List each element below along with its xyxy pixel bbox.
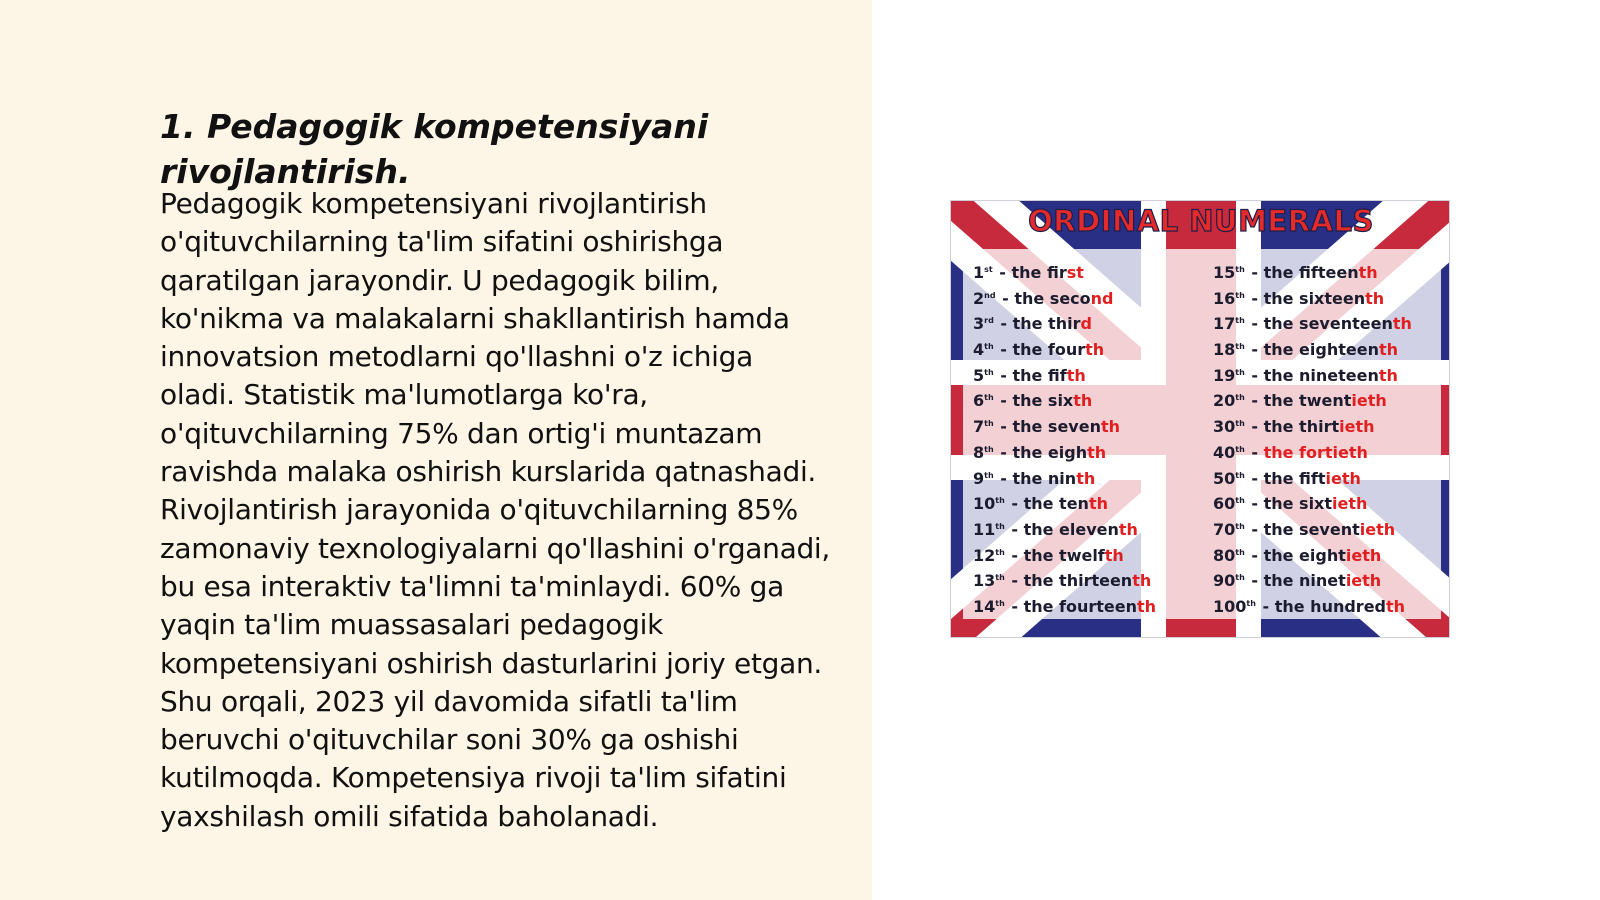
- ordinal-number: 80: [1213, 545, 1236, 565]
- ordinal-number: 12: [973, 545, 996, 565]
- ordinal-row: [1213, 411, 1412, 437]
- ordinal-row: [973, 437, 1156, 463]
- ordinal-suffix: ieth: [1351, 391, 1387, 411]
- ordinal-suffix: th: [1137, 596, 1157, 616]
- ordinal-number: 3: [973, 314, 985, 334]
- ordinal-superscript: st: [984, 265, 993, 274]
- ordinal-word: - the eleven: [1005, 519, 1119, 539]
- ordinal-superscript: th: [984, 419, 994, 429]
- ordinal-word: - the seven: [994, 417, 1101, 437]
- ordinal-superscript: th: [1235, 316, 1245, 326]
- ordinal-row: [973, 308, 1156, 334]
- slide-heading: 1. Pedagogik kompetensiyani rivojlantirish.: [160, 107, 709, 191]
- ordinal-number: 14: [973, 596, 996, 616]
- ordinal-number: 9: [973, 468, 985, 488]
- ordinal-number: 50: [1213, 468, 1236, 488]
- ordinal-suffix: ieth: [1345, 571, 1382, 591]
- ordinal-word: - the eight: [1245, 545, 1346, 565]
- ordinal-word: - the thir: [994, 314, 1081, 334]
- ordinal-row: [1213, 514, 1412, 540]
- ordinal-suffix: th: [1378, 340, 1399, 360]
- ordinal-row: [973, 411, 1156, 437]
- ordinal-superscript: th: [1235, 573, 1245, 583]
- ordinal-superscript: nd: [984, 290, 996, 300]
- ordinal-number: 100: [1213, 596, 1247, 616]
- ordinal-suffix: th: [1132, 571, 1152, 591]
- ordinal-row: [1213, 385, 1412, 411]
- ordinal-row: [1213, 463, 1412, 489]
- ordinal-row: [973, 514, 1156, 540]
- ordinal-number: 11: [973, 519, 996, 539]
- ordinal-row: [973, 540, 1156, 566]
- ordinal-word: - the fir: [993, 263, 1067, 282]
- ordinal-number: 30: [1213, 417, 1236, 437]
- ordinal-superscript: th: [1235, 367, 1245, 377]
- ordinal-number: 90: [1213, 571, 1236, 591]
- ordinal-number: 10: [973, 494, 996, 514]
- ordinal-word: - the thirt: [1245, 417, 1340, 437]
- ordinal-row: [1213, 565, 1412, 591]
- ordinal-row: [973, 463, 1156, 489]
- ordinal-number: 15: [1213, 263, 1236, 282]
- ordinal-number: 8: [973, 442, 985, 462]
- ordinal-suffix: ieth: [1325, 468, 1361, 488]
- ordinal-superscript: th: [984, 393, 994, 403]
- ordinal-row: [973, 334, 1156, 360]
- ordinal-number: 40: [1213, 442, 1236, 462]
- ordinal-row: [973, 488, 1156, 514]
- ordinal-word: - the fift: [1245, 468, 1326, 488]
- ordinal-row: [1213, 488, 1412, 514]
- ordinal-superscript: th: [984, 470, 994, 480]
- ordinal-number: 18: [1213, 340, 1236, 360]
- ordinal-word: - the sixt: [1245, 494, 1333, 514]
- ordinal-number: 7: [973, 417, 985, 437]
- ordinal-word: - the sixteen: [1245, 288, 1366, 308]
- ordinal-word: - the ten: [1005, 494, 1089, 514]
- ordinal-superscript: th: [984, 444, 994, 454]
- ordinal-suffix: st: [1066, 263, 1084, 282]
- ordinal-row: [973, 385, 1156, 411]
- ordinal-suffix: th: [1100, 417, 1121, 437]
- ordinal-row: [1213, 283, 1412, 309]
- ordinal-suffix: the fortieth: [1263, 442, 1368, 462]
- ordinal-superscript: th: [1235, 444, 1245, 454]
- ordinal-word: - the sevent: [1245, 519, 1360, 539]
- ordinal-numerals-poster: [950, 200, 1450, 638]
- ordinal-suffix: th: [1365, 288, 1385, 308]
- ordinal-word: - the eighteen: [1245, 340, 1379, 360]
- ordinal-suffix: th: [1392, 314, 1412, 334]
- ordinal-suffix: th: [1118, 519, 1138, 539]
- ordinal-suffix: ieth: [1345, 545, 1382, 565]
- ordinal-word: - the nineteen: [1245, 365, 1379, 385]
- ordinal-word: - the ninet: [1245, 571, 1346, 591]
- ordinal-word: - the twelf: [1005, 545, 1105, 565]
- ordinal-number: 20: [1213, 391, 1236, 411]
- ordinal-row: [973, 591, 1156, 617]
- ordinal-row: [1213, 591, 1412, 617]
- ordinal-suffix: th: [1104, 545, 1124, 565]
- ordinal-superscript: th: [984, 342, 994, 352]
- ordinal-number: 6: [973, 391, 985, 411]
- ordinal-suffix: th: [1066, 365, 1086, 385]
- ordinal-suffix: th: [1088, 494, 1108, 514]
- ordinal-superscript: th: [1235, 393, 1245, 403]
- ordinal-row: [973, 257, 1156, 283]
- ordinal-row: [1213, 308, 1412, 334]
- ordinal-superscript: rd: [984, 316, 994, 326]
- ordinal-superscript: th: [1235, 496, 1245, 506]
- ordinal-suffix: th: [1073, 391, 1093, 411]
- ordinal-superscript: th: [1235, 419, 1245, 429]
- ordinal-number: 70: [1213, 519, 1236, 539]
- ordinal-number: 19: [1213, 365, 1236, 385]
- ordinal-column-left: [973, 257, 1156, 617]
- ordinal-row: [1213, 334, 1412, 360]
- ordinal-suffix: th: [1358, 263, 1378, 282]
- ordinal-word: - the eigh: [994, 442, 1088, 462]
- ordinal-superscript: th: [1235, 521, 1245, 531]
- ordinal-row: [1213, 437, 1412, 463]
- ordinal-word: - the six: [994, 391, 1074, 411]
- poster-title: ORDINAL NUMERALS: [1028, 204, 1374, 238]
- ordinal-superscript: th: [1235, 547, 1245, 557]
- ordinal-word: - the four: [994, 340, 1086, 360]
- ordinal-number: 4: [973, 340, 985, 360]
- ordinal-superscript: th: [995, 598, 1005, 608]
- ordinal-word: - the seventeen: [1245, 314, 1393, 334]
- ordinal-superscript: th: [995, 547, 1005, 557]
- ordinal-superscript: th: [995, 496, 1005, 506]
- ordinal-word: - the hundred: [1256, 596, 1386, 616]
- ordinal-suffix: ieth: [1332, 494, 1368, 514]
- ordinal-suffix: th: [1085, 340, 1105, 360]
- ordinal-word: - the twent: [1245, 391, 1352, 411]
- slide-body-text: Pedagogik kompetensiyani rivojlantirish o'qituvchilarning ta'lim sifatini oshirishga qaratilgan jarayondir. U pedagogik bilim, ko'nikma va malakalarni shakllantirish hamda innovatsion metodlarni qo'llashni o'z ichiga oladi. Statistik ma'lumotlarga ko'ra, o'qituvchilarning 75% dan ortig'i muntazam ravishda malaka oshirish kurslarida qatnashadi. Rivojlantirish jarayonida o'qituvchilarning 85% zamonaviy texnologiyalarni qo'llashini o'rganadi, bu esa interaktiv ta'limni ta'minlaydi. 60% ga yaqin ta'lim muassasalari pedagogik kompetensiyani oshirish dasturlarini joriy etgan. Shu orqali, 2023 yil davomida sifatli ta'lim beruvchi o'qituvchilar soni 30% ga oshishi kutilmoqda. Kompetensiya rivoji ta'lim sifatini yaxshilash omili sifatida baholanadi.: [160, 187, 831, 833]
- ordinal-superscript: th: [1235, 470, 1245, 480]
- ordinal-suffix: ieth: [1339, 417, 1375, 437]
- ordinal-number: 2: [973, 288, 985, 308]
- ordinal-number: 60: [1213, 494, 1236, 514]
- ordinal-superscript: th: [1235, 265, 1245, 274]
- ordinal-suffix: ieth: [1359, 519, 1396, 539]
- ordinal-number: 13: [973, 571, 996, 591]
- ordinal-number: 17: [1213, 314, 1236, 334]
- ordinal-superscript: th: [995, 573, 1005, 583]
- ordinal-row: [1213, 257, 1412, 283]
- ordinal-suffix: th: [1386, 596, 1406, 616]
- ordinal-suffix: th: [1076, 468, 1096, 488]
- ordinal-suffix: d: [1080, 314, 1092, 334]
- ordinal-row: [973, 360, 1156, 386]
- ordinal-superscript: th: [1235, 290, 1245, 300]
- ordinal-row: [973, 283, 1156, 309]
- ordinal-word: - the seco: [996, 288, 1091, 308]
- ordinal-word: -: [1245, 442, 1264, 462]
- ordinal-number: 16: [1213, 288, 1236, 308]
- ordinal-superscript: th: [1235, 342, 1245, 352]
- ordinal-word: - the nin: [994, 468, 1077, 488]
- ordinal-suffix: th: [1378, 365, 1398, 385]
- ordinal-row: [973, 565, 1156, 591]
- ordinal-row: [1213, 360, 1412, 386]
- ordinal-row: [1213, 540, 1412, 566]
- ordinal-suffix: nd: [1090, 288, 1114, 308]
- ordinal-superscript: th: [1246, 598, 1256, 608]
- ordinal-superscript: th: [995, 521, 1005, 531]
- ordinal-number: 5: [973, 365, 985, 385]
- ordinal-suffix: th: [1087, 442, 1107, 462]
- ordinal-word: - the fifteen: [1245, 263, 1359, 282]
- ordinal-number: 1: [973, 263, 985, 282]
- ordinal-superscript: th: [984, 367, 994, 377]
- ordinal-column-right: [1213, 257, 1412, 617]
- ordinal-word: - the thirteen: [1005, 571, 1133, 591]
- ordinal-word: - the fif: [994, 365, 1067, 385]
- ordinal-word: - the fourteen: [1005, 596, 1138, 616]
